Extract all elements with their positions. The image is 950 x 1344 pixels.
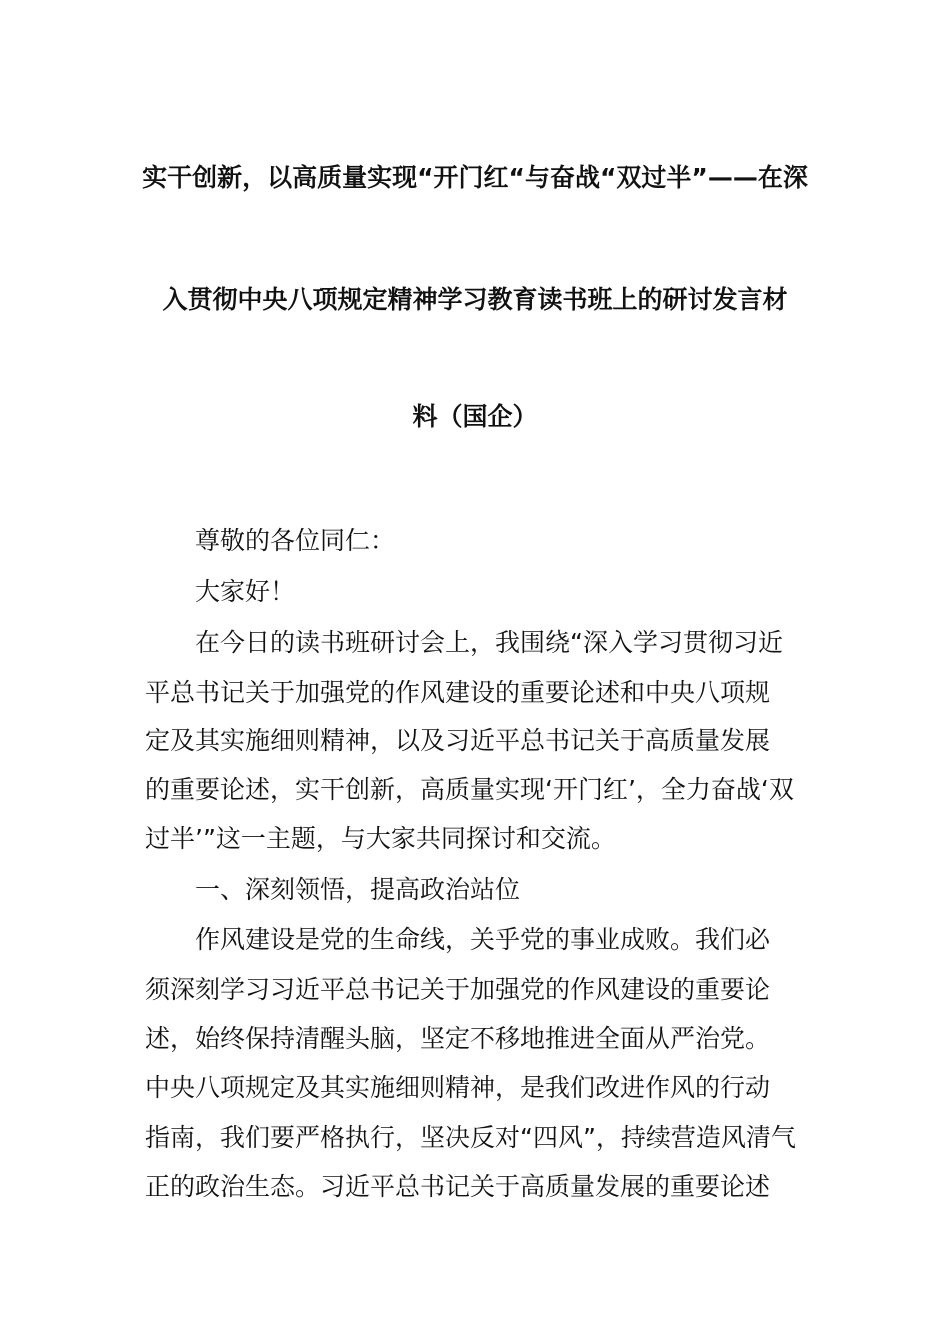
- document-title-line-3: 料（国企）: [412, 402, 538, 431]
- body-line: 平总书记关于加强党的作风建设的重要论述和中央八项规: [145, 678, 771, 707]
- body-line: 在今日的读书班研讨会上，我围绕“深入学习贯彻习近: [195, 628, 783, 657]
- body-line: 过半’”这一主题，与大家共同探讨和交流。: [145, 824, 616, 853]
- document-title-line-1: 实干创新，以高质量实现“开门红“与奋战“双过半”——在深: [142, 163, 808, 192]
- body-line: 述，始终保持清醒头脑，坚定不移地推进全面从严治党。: [145, 1024, 771, 1053]
- greeting: 大家好！: [195, 577, 296, 606]
- body-line: 中央八项规定及其实施细则精神，是我们改进作风的行动: [145, 1073, 771, 1102]
- salutation: 尊敬的各位同仁：: [195, 526, 396, 555]
- body-line: 正的政治生态。习近平总书记关于高质量发展的重要论述: [145, 1172, 771, 1201]
- document-title-line-2: 入贯彻中央八项规定精神学习教育读书班上的研讨发言材: [162, 285, 788, 314]
- body-line: 指南，我们要严格执行，坚决反对“四风”，持续营造风清气: [145, 1123, 796, 1152]
- body-line: 须深刻学习习近平总书记关于加强党的作风建设的重要论: [145, 975, 771, 1004]
- body-line: 作风建设是党的生命线，关乎党的事业成败。我们必: [195, 925, 771, 954]
- body-line: 定及其实施细则精神，以及习近平总书记关于高质量发展: [145, 726, 771, 755]
- section-heading: 一、深刻领悟，提高政治站位: [195, 875, 521, 904]
- body-line: 的重要论述，实干创新，高质量实现‘开门红’，全力奋战‘双: [145, 775, 794, 804]
